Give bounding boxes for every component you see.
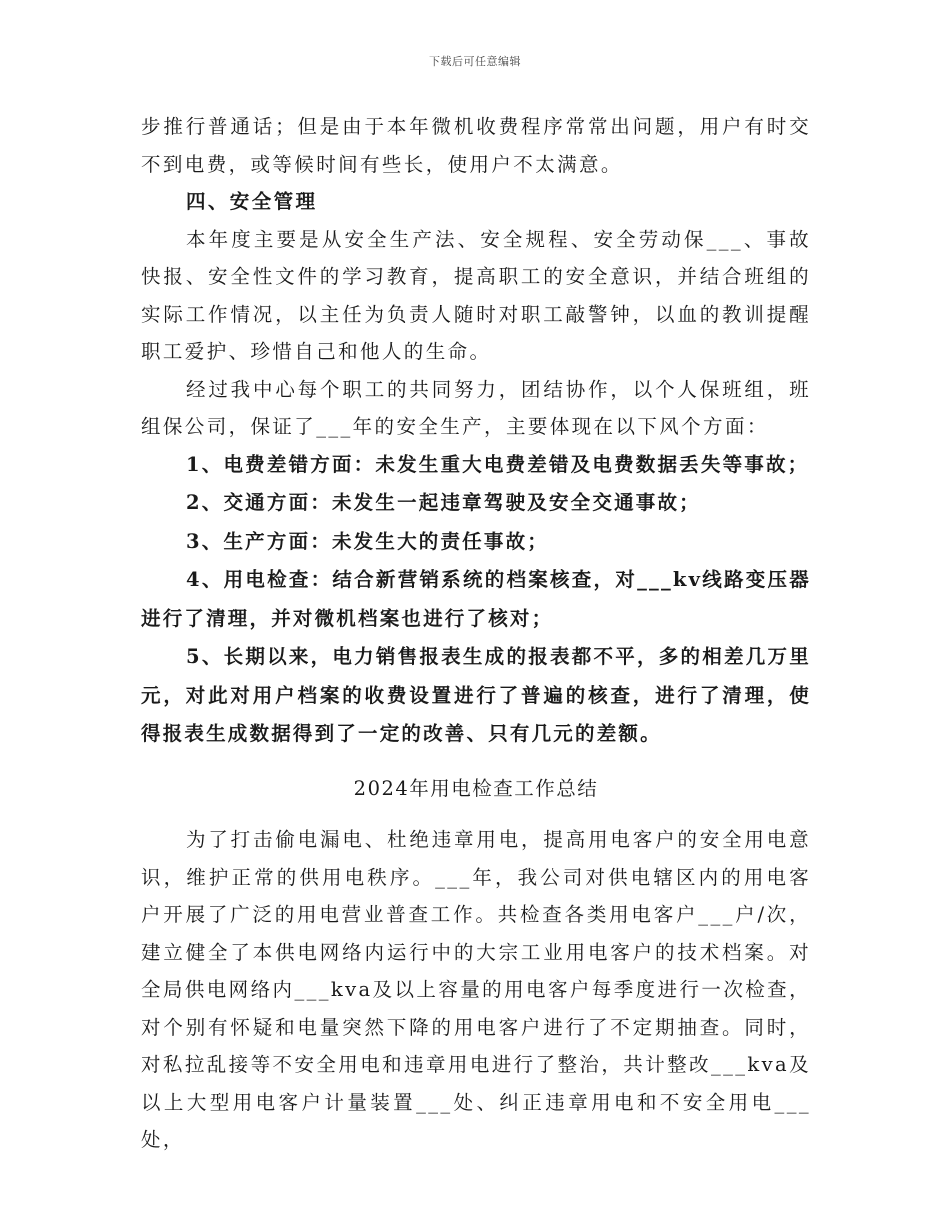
safety-item-1: 1、电费差错方面：未发生重大电费差错及电费数据丢失等事故； [186, 452, 810, 476]
document-body [141, 108, 811, 1159]
inspection-paragraph-1: 为了打击偷电漏电、杜绝违章用电，提高用电客户的安全用电意识，维护正常的供用电秩序。___年，我公司对供电辖区内的用电客户开展了广泛的用电营业普查工作。共检查各类用电客户___户/次，建立健全了本供电网络内运行中的大宗工业用电客户的技术档案。对全局供电网络内___kva及以上容量的用电客户每季度进行一次检查，对个别有怀疑和电量突然下降的用电客户进行了不定期抽查。同时，对私拉乱接等不安全用电和违章用电进行了整治，共计整改___kva及以上大型用电客户计量装置___处、纠正违章用电和不安全用电___处， [141, 828, 811, 1151]
continuation-paragraph: 步推行普通话；但是由于本年微机收费程序常常出问题，用户有时交不到电费，或等候时间有些长，使用户不太满意。 [141, 115, 811, 176]
safety-item-3: 3、生产方面：未发生大的责任事故； [186, 529, 549, 553]
safety-item-5: 5、长期以来，电力销售报表生成的报表都不平，多的相差几万里元，对此对用户档案的收费设置进行了普遍的核查，进行了清理，使得报表生成数据得到了一定的改善、只有几元的差额。 [141, 645, 811, 745]
safety-item-2: 2、交通方面：未发生一起违章驾驶及安全交通事故； [186, 491, 701, 514]
safety-paragraph-2: 经过我中心每个职工的共同努力，团结协作，以个人保班组，班组保公司，保证了___年的安全生产，主要体现在以下风个方面： [141, 377, 811, 438]
safety-item-4: 4、用电检查：结合新营销系统的档案核查，对___kv线路变压器进行了清理，并对微机档案也进行了核对； [141, 568, 811, 630]
page-header: 下载后可任意编辑 [429, 55, 521, 68]
document-title: 2024年用电检查工作总结 [353, 776, 599, 800]
safety-paragraph-1: 本年度主要是从安全生产法、安全规程、安全劳动保___、事故快报、安全性文件的学习教育，提高职工的安全意识，并结合班组的实际工作情况，以主任为负责人随时对职工敲警钟，以血的教训提醒职工爱护、珍惜自己和他人的生命。 [141, 227, 811, 363]
section-heading-safety: 四、安全管理 [186, 190, 318, 213]
